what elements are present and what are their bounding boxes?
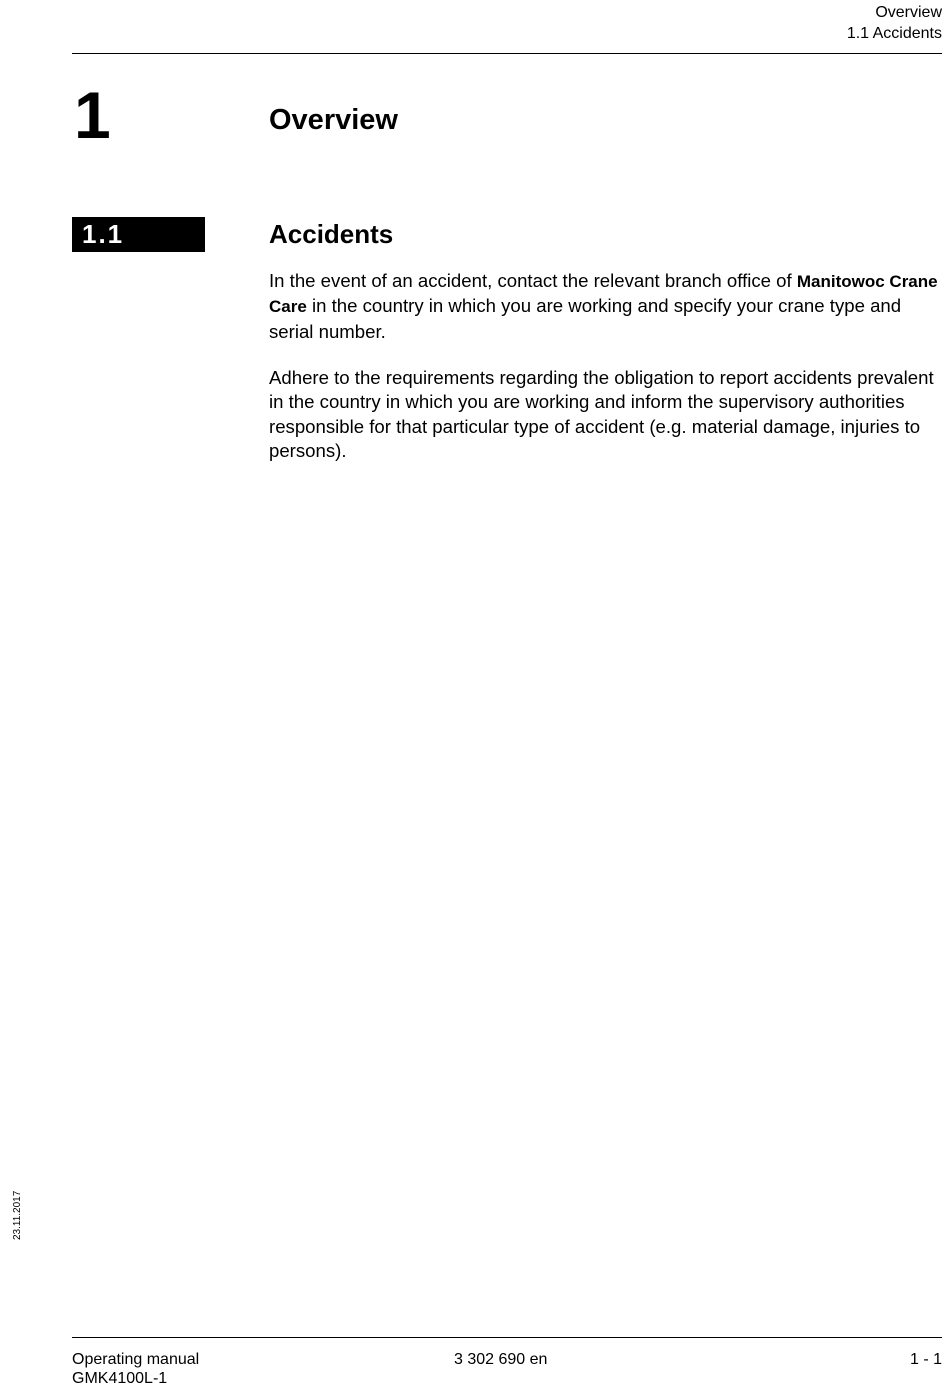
header-section: 1.1 Accidents	[846, 25, 942, 42]
header-rule	[72, 53, 942, 54]
section-number-box	[72, 217, 205, 252]
section-title: Accidents	[269, 219, 394, 249]
company-name: Manitowoc Crane Care	[269, 272, 938, 317]
header-chapter: Overview	[875, 4, 942, 21]
side-date: 23.11.2017	[12, 1190, 23, 1240]
paragraph-contact	[269, 269, 943, 344]
paragraph-contact-intro: In the event of an accident, contact the relevant branch office of	[269, 270, 792, 291]
chapter-number: 1	[74, 78, 111, 152]
paragraph-contact-rest: in the country in which you are working and specify your crane type and serial number.	[269, 295, 902, 342]
footer-doc-number: 3 302 690 en	[454, 1351, 548, 1368]
footer-model: GMK4100L-1	[72, 1370, 168, 1387]
paragraph-reporting: Adhere to the requirements regarding the obligation to report accidents prevalent in the country in which you are working and inform the supervisory authorities responsible for that particular type of accident (e.g. material damage, injuries to persons).	[269, 367, 934, 461]
footer-rule	[72, 1337, 942, 1338]
running-header	[847, 2, 942, 44]
chapter-title: Overview	[269, 104, 398, 136]
footer-doc-type: Operating manual	[72, 1351, 200, 1368]
footer-doc-info	[72, 1350, 199, 1388]
section-number: 1.1	[82, 219, 125, 249]
footer-page-number: 1 - 1	[909, 1351, 942, 1368]
